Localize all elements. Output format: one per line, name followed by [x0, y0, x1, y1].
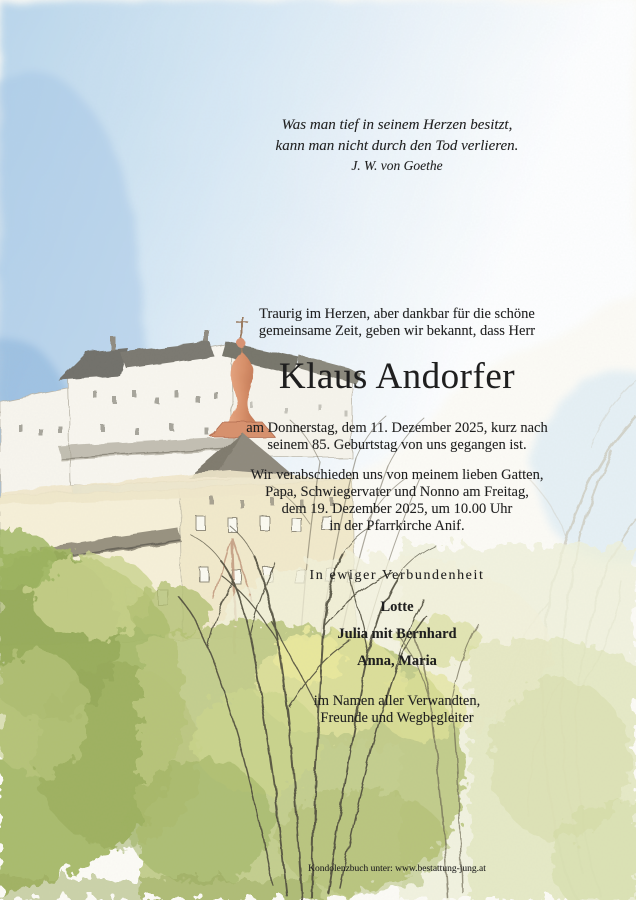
mourner-name: Lotte [380, 599, 414, 615]
passing-line: seinem 85. Geburtstag von uns gegangen ist. [267, 437, 527, 453]
closing-phrase: In ewiger Verbundenheit [309, 568, 485, 583]
memorial-quote [158, 115, 636, 157]
on-behalf-text [158, 693, 636, 727]
quote-attribution: J. W. von Goethe [351, 158, 443, 173]
farewell-line: dem 19. Dezember 2025, um 10.00 Uhr [281, 501, 513, 517]
farewell-line: Papa, Schwiegervater und Nonno am Freitag, [265, 484, 529, 500]
mourner-name: Julia mit Bernhard [337, 626, 457, 642]
quote-line: kann man nicht durch den Tod verlieren. [275, 138, 519, 154]
announcement-text [158, 306, 636, 340]
on-behalf-line: im Namen aller Verwandten, [313, 693, 481, 709]
announcement-line: Traurig im Herzen, aber dankbar für die schöne [259, 306, 535, 322]
mourners-list [158, 600, 636, 681]
passing-date-text [158, 420, 636, 454]
passing-line: am Donnerstag, dem 11. Dezember 2025, kurz nach [246, 420, 548, 436]
farewell-text [158, 467, 636, 535]
farewell-line: in der Pfarrkirche Anif. [329, 518, 465, 534]
deceased-name: Klaus Andorfer [278, 356, 516, 397]
announcement-line: gemeinsame Zeit, geben wir bekannt, dass Herr [258, 323, 536, 339]
mourner-name: Anna, Maria [357, 653, 437, 669]
quote-line: Was man tief in seinem Herzen besitzt, [281, 117, 513, 133]
condolence-book-note: Kondolenzbuch unter: www.bestattung-jung.at [308, 864, 486, 874]
on-behalf-line: Freunde und Wegbegleiter [320, 710, 474, 726]
farewell-line: Wir verabschieden uns von meinem lieben Gatten, [250, 467, 544, 483]
